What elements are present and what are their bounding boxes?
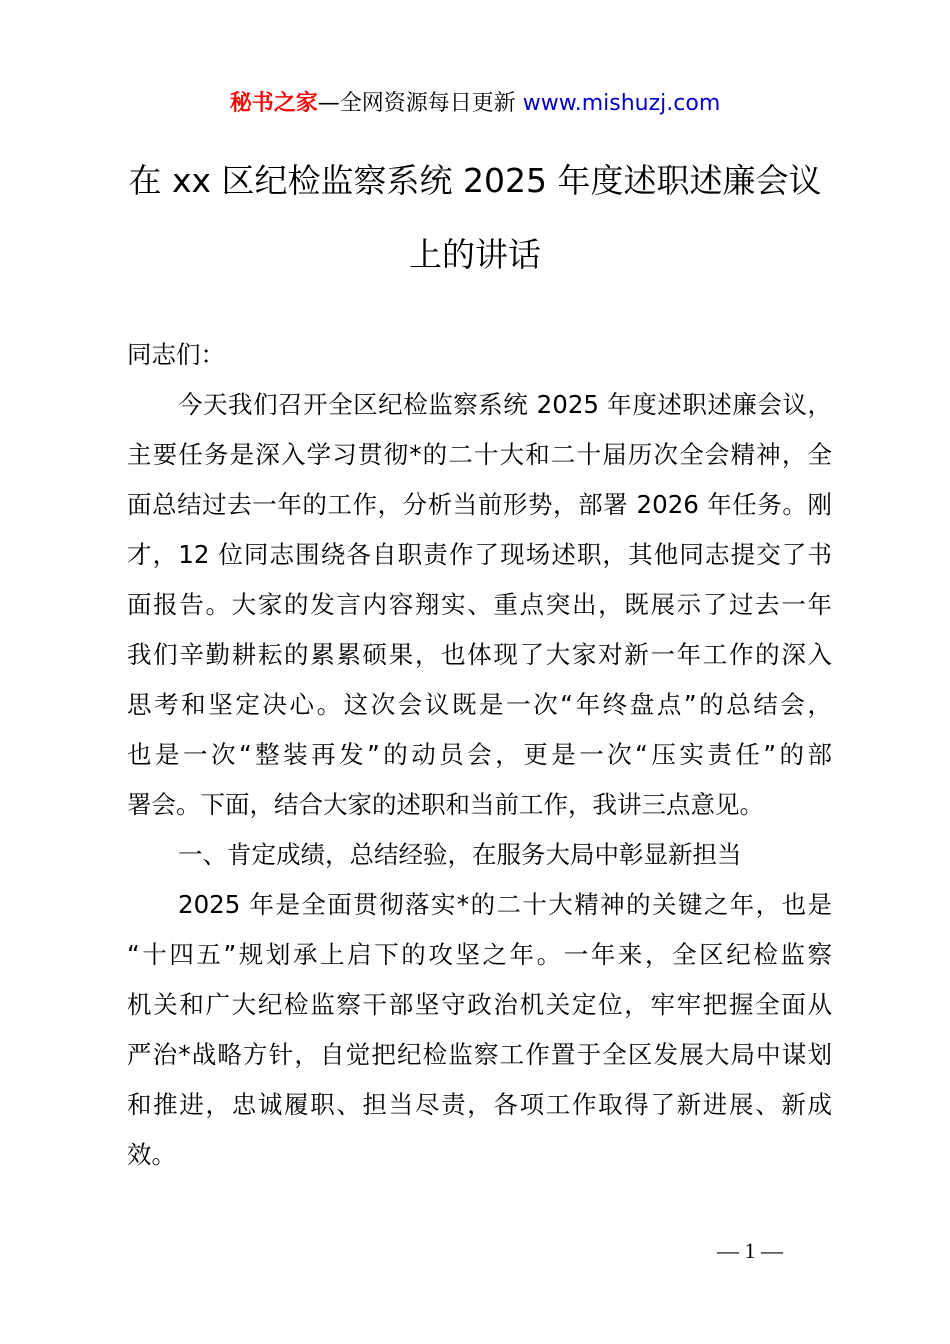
paragraph-line: 严治*战略方针，自觉把纪检监察工作置于全区发展大局中谋划: [127, 1040, 832, 1069]
paragraph-line: 机关和广大纪检监察干部坚守政治机关定位，牢牢把握全面从: [127, 990, 832, 1019]
paragraph-line: 2025 年是全面贯彻落实*的二十大精神的关键之年，也是: [178, 890, 832, 919]
paragraph-line: 我们辛勤耕耘的累累硕果，也体现了大家对新一年工作的深入: [127, 640, 832, 669]
paragraph-line: 效。: [127, 1140, 176, 1169]
document-title-line-1: 在 xx 区纪检监察系统 2025 年度述职述廉会议: [128, 161, 822, 200]
paragraph-line: “十四五”规划承上启下的攻坚之年。一年来，全区纪检监察: [127, 940, 832, 969]
paragraph-line: 主要任务是深入学习贯彻*的二十大和二十届历次全会精神，全: [127, 440, 832, 469]
paragraph-line: 面总结过去一年的工作，分析当前形势，部署 2026 年任务。刚: [127, 490, 832, 519]
header-slogan: —全网资源每日更新: [317, 91, 516, 116]
section-heading: 一、肯定成绩，总结经验，在服务大局中彰显新担当: [178, 840, 742, 869]
paragraph-line: 才，12 位同志围绕各自职责作了现场述职，其他同志提交了书: [127, 540, 832, 569]
salutation: 同志们：: [127, 340, 225, 369]
paragraph-line: 思考和坚定决心。这次会议既是一次“年终盘点”的总结会，: [127, 690, 832, 719]
brand-name: 秘书之家: [229, 91, 318, 116]
paragraph-line: 今天我们召开全区纪检监察系统 2025 年度述职述廉会议，: [178, 390, 832, 419]
paragraph-line: 和推进，忠诚履职、担当尽责，各项工作取得了新进展、新成: [127, 1090, 832, 1119]
document-title-line-2: 上的讲话: [409, 235, 541, 274]
site-header: [0, 88, 950, 120]
site-url-link[interactable]: www.mishuzj.com: [522, 91, 721, 116]
paragraph-line: 也是一次“整装再发”的动员会，更是一次“压实责任”的部: [127, 740, 832, 769]
paragraph-line: 署会。下面，结合大家的述职和当前工作，我讲三点意见。: [127, 790, 764, 819]
page-number: — 1 —: [717, 1238, 783, 1263]
paragraph-line: 面报告。大家的发言内容翔实、重点突出，既展示了过去一年: [127, 590, 832, 619]
